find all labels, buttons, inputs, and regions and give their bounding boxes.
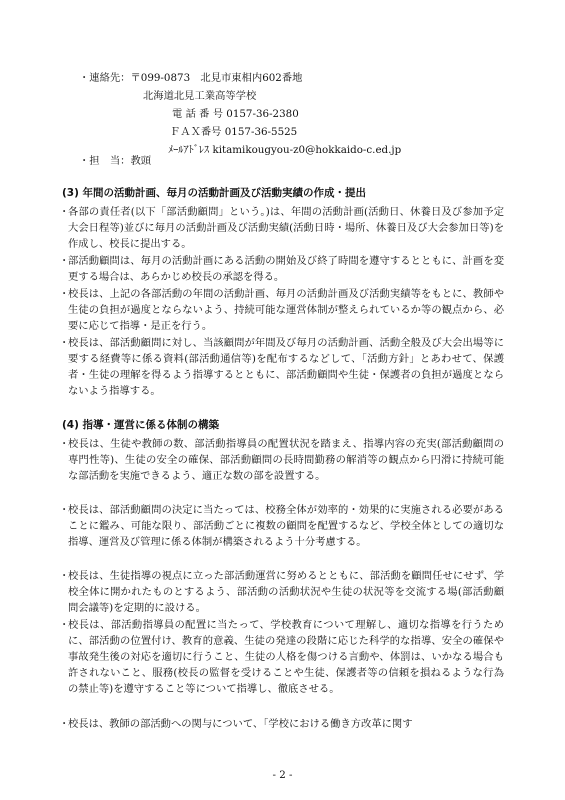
contact-school: 北海道北見工業高等学校 (143, 90, 257, 102)
contact-fax: ＦＡＸ番号 0157-36-5525 (170, 126, 298, 138)
contact-phone: 電 話 番 号 0157-36-2380 (172, 108, 299, 120)
paragraph-text: 校長は、生徒や教師の数、部活動指導員の配置状況を踏まえ、指導内容の充実(部活動顧問の専門性等)、生徒の安全の確保、部活動顧問の長時間勤務の解消等の観点から円滑に持続可能な部活動を実施できるよう、適正な数の部を設置する。 (68, 438, 504, 482)
section-3-paragraph-2 (59, 253, 504, 285)
bullet: ・ (59, 570, 70, 582)
section-3-paragraph-3 (59, 286, 504, 334)
bullet: ・ (59, 288, 70, 300)
paragraph-text: 各部の責任者(以下「部活動顧問」という。)は、年間の活動計画(活動日、休養日及び参加予定大会日程等)並びに毎月の活動計画及び活動実績(活動日時・場所、休養日及び大会参加日等)を作成し、校長に提出する。 (68, 206, 504, 250)
contact-address-line (79, 71, 302, 85)
bullet: ・ (59, 504, 70, 516)
contact-address: 〒099-0873 北見市東相内602番地 (130, 72, 303, 84)
contact-email: ﾒｰﾙｱﾄﾞﾚｽ kitamikougyou-z0@hokkaido-c.ed.jp (168, 144, 402, 156)
section-4-paragraph-3 (59, 568, 504, 616)
contact-address-label: ・連絡先： (79, 72, 131, 84)
bullet: ・ (59, 718, 70, 730)
page-number: - 2 - (272, 769, 293, 781)
section-3-heading: (3) 年間の活動計画、毎月の活動計画及び活動実績の作成・提出 (62, 187, 367, 199)
paragraph-text: 校長は、部活動顧問の決定に当たっては、校務全体が効率的・効果的に実施される必要があることに鑑み、可能な限り、部活動ごとに複数の顧問を配置するなど、学校全体としての適切な指導、運営及び管理に係る体制が構築されるよう十分考慮する。 (68, 504, 504, 548)
paragraph-text: 校長は、上記の各部活動の年間の活動計画、毎月の活動計画及び活動実績等をもとに、教師や生徒の負担が過度とならないよう、持続可能な運営体制が整えられているか等の観点から、必要に応じて指導・是正を行う。 (68, 288, 504, 332)
bullet: ・ (59, 438, 70, 450)
section-4-paragraph-4 (59, 617, 504, 697)
bullet: ・ (59, 206, 70, 218)
paragraph-text: 部活動顧問は、毎月の活動計画にある活動の開始及び終了時間を遵守するとともに、計画を変更する場合は、あらかじめ校長の承認を得る。 (68, 255, 504, 283)
section-4-heading: (4) 指導・運営に係る体制の構築 (62, 419, 220, 431)
section-4-paragraph-5 (59, 716, 504, 732)
paragraph-text: 校長は、生徒指導の視点に立った部活動運営に努めるとともに、部活動を顧問任せにせず、学校全体に開かれたものとするよう、部活動の活動状況や生徒の状況等を交流する場(部活動顧問会議等)を定期的に設ける。 (68, 570, 504, 614)
paragraph-text: 校長は、教師の部活動への関与について、「学校における働き方改革に関す (68, 718, 413, 730)
section-4-paragraph-1 (59, 436, 504, 484)
paragraph-text: 校長は、部活動指導員の配置に当たって、学校教育について理解し、適切な指導を行うために、部活動の位置付け、教育的意義、生徒の発達の段階に応じた科学的な指導、安全の確保や事故発生後の対応を適切に行うこと、生徒の人格を傷つける言動や、体罰は、いかなる場合も許されないこと、服務(校長の監督を受けることや生徒、保護者等の信頼を損ねるような行為の禁止等)を遵守すること等について指導し、徹底させる。 (68, 619, 504, 695)
contact-person: 教頭 (130, 155, 152, 167)
contact-person-label: ・担 当： (79, 155, 131, 167)
section-4-paragraph-2 (59, 502, 504, 550)
contact-person-line (79, 154, 151, 168)
paragraph-text: 校長は、部活動顧問に対し、当該顧問が年間及び毎月の活動計画、活動全般及び大会出場等に要する経費等に係る資料(部活動通信等)を配布するなどして、「活動方針」とあわせて、保護者・生徒の理解を得るよう指導するとともに、部活動顧問や生徒・保護者の負担が過度とならないよう指導する。 (68, 337, 504, 397)
bullet: ・ (59, 255, 70, 267)
bullet: ・ (59, 337, 70, 349)
section-3-paragraph-1 (59, 204, 504, 252)
bullet: ・ (59, 619, 70, 631)
section-3-paragraph-4 (59, 335, 504, 399)
